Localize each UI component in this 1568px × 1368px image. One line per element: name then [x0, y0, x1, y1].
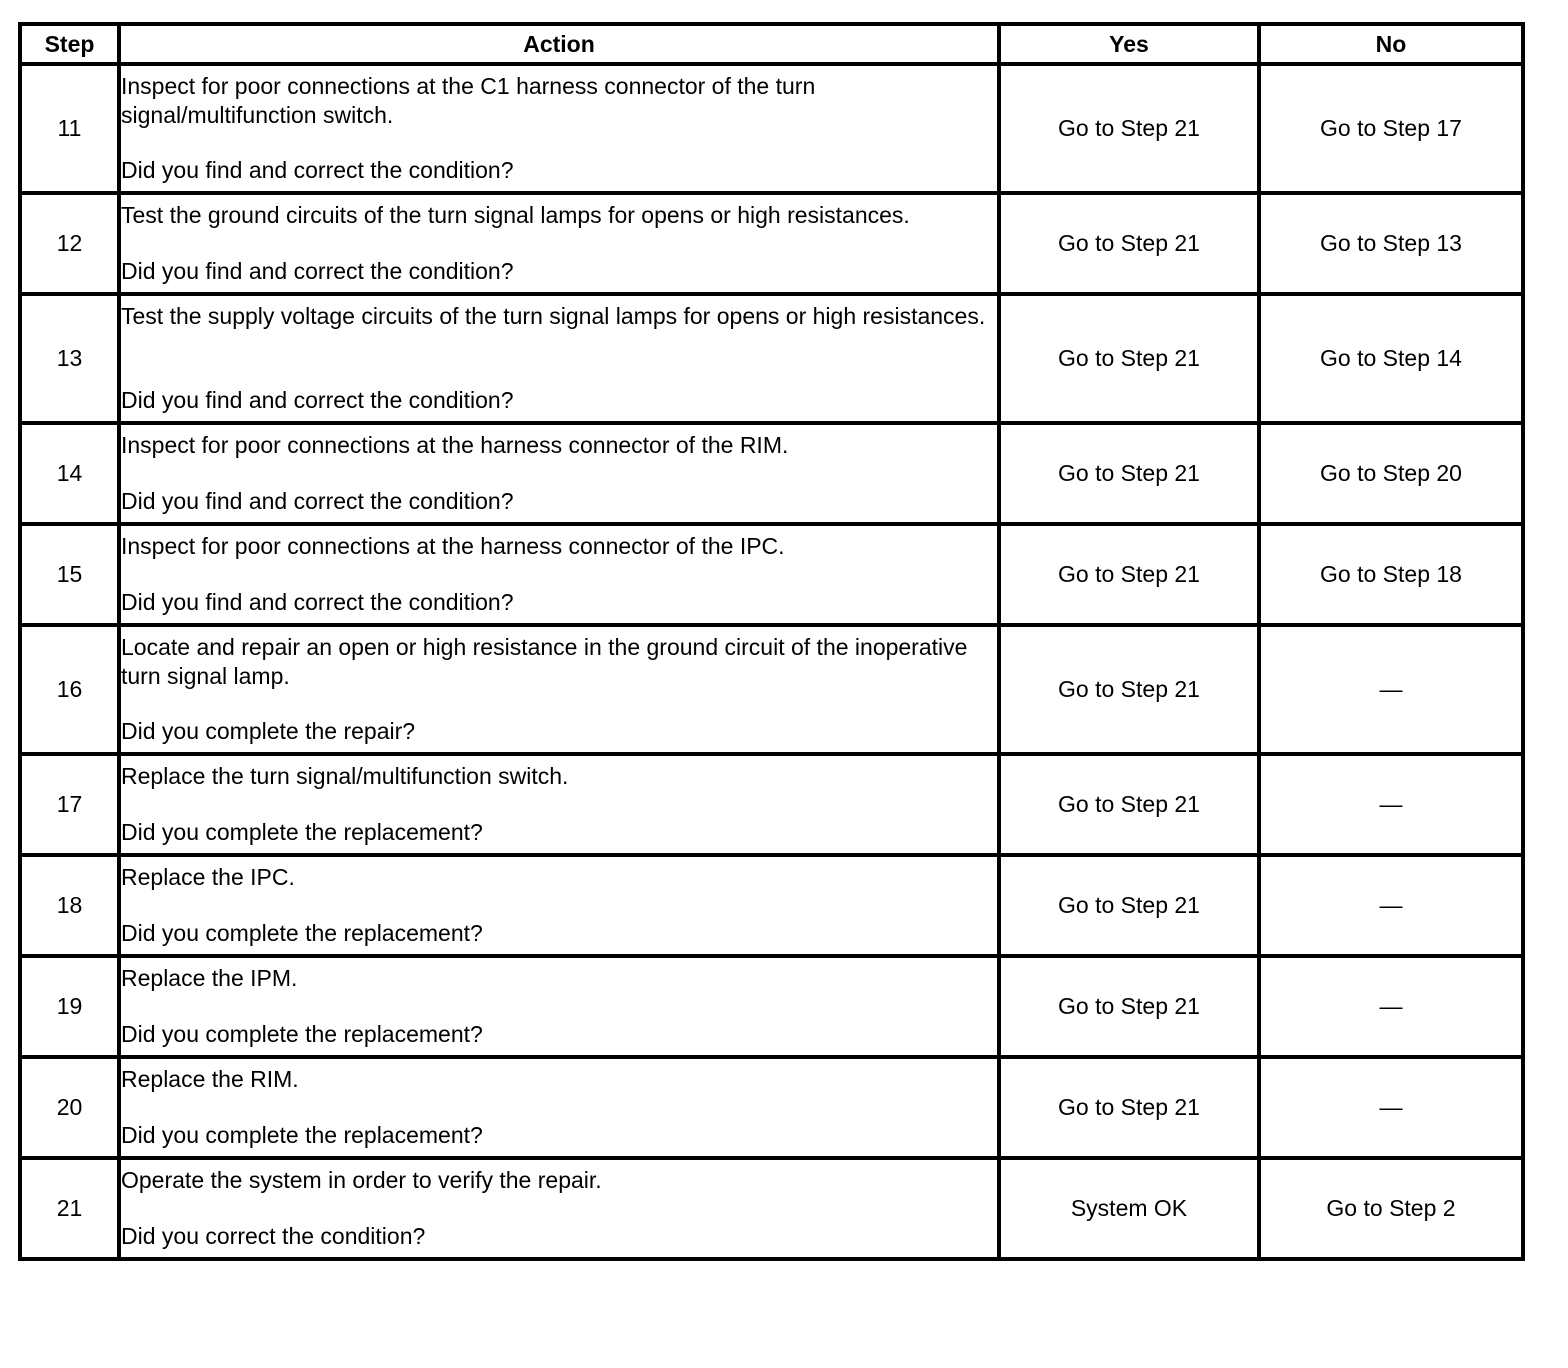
action-cell [119, 524, 999, 625]
action-question: Did you find and correct the condition? [121, 387, 514, 413]
action-question: Did you find and correct the condition? [121, 488, 514, 514]
action-header: Action [119, 24, 999, 64]
table-row [20, 754, 1523, 855]
yes-result: System OK [999, 1158, 1259, 1259]
step-number: 21 [20, 1158, 119, 1259]
step-number: 17 [20, 754, 119, 855]
action-instruction: Operate the system in order to verify the repair. [121, 1167, 602, 1193]
action-question: Did you find and correct the condition? [121, 157, 514, 183]
no-result: Go to Step 14 [1259, 294, 1523, 423]
no-result: — [1259, 956, 1523, 1057]
action-cell [119, 294, 999, 423]
table-row [20, 1057, 1523, 1158]
step-number: 19 [20, 956, 119, 1057]
action-question: Did you complete the repair? [121, 718, 416, 744]
table-row [20, 855, 1523, 956]
action-question: Did you complete the replacement? [121, 819, 483, 845]
action-cell [119, 1057, 999, 1158]
action-instruction: Replace the IPM. [121, 965, 298, 991]
step-number: 15 [20, 524, 119, 625]
yes-result: Go to Step 21 [999, 1057, 1259, 1158]
table-row [20, 1158, 1523, 1259]
yes-result: Go to Step 21 [999, 193, 1259, 294]
action-cell [119, 193, 999, 294]
no-header: No [1259, 24, 1523, 64]
action-instruction: Replace the turn signal/multifunction switch. [121, 763, 569, 789]
yes-result: Go to Step 21 [999, 956, 1259, 1057]
step-number: 12 [20, 193, 119, 294]
yes-result: Go to Step 21 [999, 524, 1259, 625]
no-result: Go to Step 18 [1259, 524, 1523, 625]
step-number: 14 [20, 423, 119, 524]
step-number: 20 [20, 1057, 119, 1158]
yes-result: Go to Step 21 [999, 754, 1259, 855]
step-number: 11 [20, 64, 119, 193]
step-number: 18 [20, 855, 119, 956]
no-result: — [1259, 1057, 1523, 1158]
action-cell [119, 64, 999, 193]
action-instruction: Inspect for poor connections at the C1 harness connector of the turn signal/multifunction switch. [121, 73, 816, 128]
action-cell [119, 423, 999, 524]
no-result: Go to Step 20 [1259, 423, 1523, 524]
step-number: 13 [20, 294, 119, 423]
action-cell [119, 855, 999, 956]
no-result: — [1259, 754, 1523, 855]
action-question: Did you complete the replacement? [121, 920, 483, 946]
yes-result: Go to Step 21 [999, 294, 1259, 423]
action-instruction: Inspect for poor connections at the harness connector of the IPC. [121, 533, 785, 559]
diagnostic-table [18, 22, 1525, 1261]
yes-result: Go to Step 21 [999, 423, 1259, 524]
header-row [20, 24, 1523, 64]
action-question: Did you find and correct the condition? [121, 258, 514, 284]
action-instruction: Test the supply voltage circuits of the turn signal lamps for opens or high resistances. [121, 303, 986, 329]
table-row [20, 64, 1523, 193]
yes-result: Go to Step 21 [999, 64, 1259, 193]
yes-header: Yes [999, 24, 1259, 64]
no-result: — [1259, 625, 1523, 754]
action-question: Did you complete the replacement? [121, 1122, 483, 1148]
action-question: Did you find and correct the condition? [121, 589, 514, 615]
table-row [20, 625, 1523, 754]
action-instruction: Replace the IPC. [121, 864, 295, 890]
no-result: Go to Step 2 [1259, 1158, 1523, 1259]
table-row [20, 423, 1523, 524]
no-result: — [1259, 855, 1523, 956]
action-instruction: Replace the RIM. [121, 1066, 299, 1092]
no-result: Go to Step 17 [1259, 64, 1523, 193]
action-question: Did you complete the replacement? [121, 1021, 483, 1047]
no-result: Go to Step 13 [1259, 193, 1523, 294]
action-question: Did you correct the condition? [121, 1223, 426, 1249]
table-row [20, 294, 1523, 423]
table-row [20, 193, 1523, 294]
yes-result: Go to Step 21 [999, 855, 1259, 956]
action-cell [119, 1158, 999, 1259]
action-instruction: Locate and repair an open or high resistance in the ground circuit of the inoperative turn signal lamp. [121, 634, 968, 689]
action-instruction: Inspect for poor connections at the harness connector of the RIM. [121, 432, 789, 458]
step-header: Step [20, 24, 119, 64]
action-instruction: Test the ground circuits of the turn signal lamps for opens or high resistances. [121, 202, 910, 228]
table-row [20, 956, 1523, 1057]
action-cell [119, 956, 999, 1057]
step-number: 16 [20, 625, 119, 754]
action-cell [119, 754, 999, 855]
action-cell [119, 625, 999, 754]
table-row [20, 524, 1523, 625]
yes-result: Go to Step 21 [999, 625, 1259, 754]
